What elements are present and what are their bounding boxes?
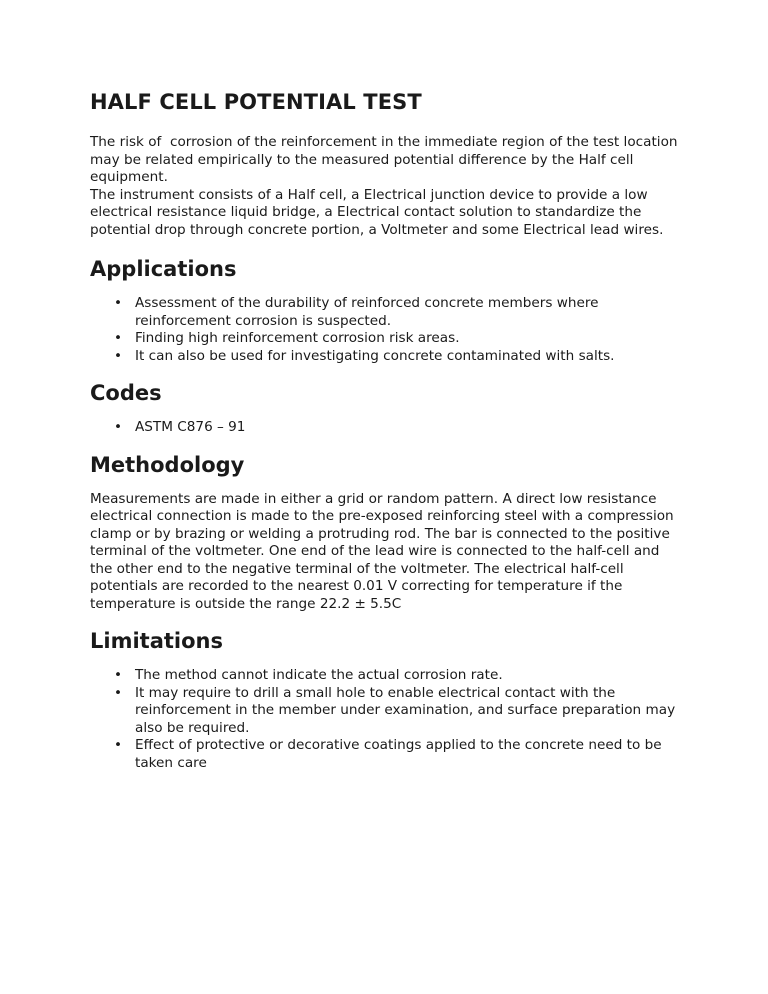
methodology-paragraph: Measurements are made in either a grid or random pattern. A direct low resistance electrical connection is made to the pre-exposed reinforcing steel with a compression clamp or by brazing or welding a protruding rod. The bar is connected to the positive terminal of the voltmeter. One end of the lead wire is connected to the half-cell and the other end to the negative terminal of the voltmeter. The electrical half-cell potentials are recorded to the nearest 0.01 V correcting for temperature if the temperature is outside the range 22.2 ± 5.5C [90, 490, 678, 612]
methodology-heading: Methodology [90, 452, 245, 477]
list-item [90, 330, 690, 348]
limitations-heading: Limitations [90, 629, 223, 653]
bullet-icon: • [114, 667, 123, 683]
list-item [90, 667, 690, 685]
page-title: HALF CELL POTENTIAL TEST [90, 90, 422, 114]
list-item-text: ASTM C876 – 91 [135, 419, 246, 435]
codes-list [90, 419, 690, 437]
bullet-icon: • [114, 419, 123, 435]
applications-list [90, 295, 690, 365]
list-item-text: It may require to drill a small hole to enable electrical contact with the reinforcement in the member under examination, and surface preparation may also be required. [135, 684, 676, 736]
list-item-text: Assessment of the durability of reinforced concrete members where reinforcement corrosion is suspected. [135, 295, 599, 329]
list-item [90, 348, 690, 366]
bullet-icon: • [114, 737, 123, 753]
intro-paragraph-1: The risk of corrosion of the reinforcement in the immediate region of the test location may be related empirically to the measured potential difference by the Half cell equipment. [90, 134, 682, 185]
limitations-list [90, 667, 690, 772]
bullet-icon: • [114, 330, 123, 346]
list-item-text: The method cannot indicate the actual corrosion rate. [135, 667, 503, 683]
intro-paragraph-2: The instrument consists of a Half cell, a Electrical junction device to provide a low electrical resistance liquid bridge, a Electrical contact solution to standardize the potential drop through concrete portion, a Voltmeter and some Electrical lead wires. [90, 186, 664, 238]
list-item [90, 295, 690, 330]
list-item-text: It can also be used for investigating concrete contaminated with salts. [135, 347, 615, 364]
list-item-text: Finding high reinforcement corrosion risk areas. [135, 330, 460, 346]
bullet-icon: • [114, 295, 123, 311]
bullet-icon: • [114, 347, 123, 364]
applications-heading: Applications [90, 257, 237, 281]
list-item [90, 419, 690, 437]
list-item [90, 737, 690, 772]
list-item [90, 685, 690, 738]
bullet-icon: • [114, 684, 123, 701]
document-page [90, 88, 690, 772]
codes-heading: Codes [90, 381, 162, 405]
list-item-text: Effect of protective or decorative coatings applied to the concrete need to be taken care [135, 737, 662, 771]
